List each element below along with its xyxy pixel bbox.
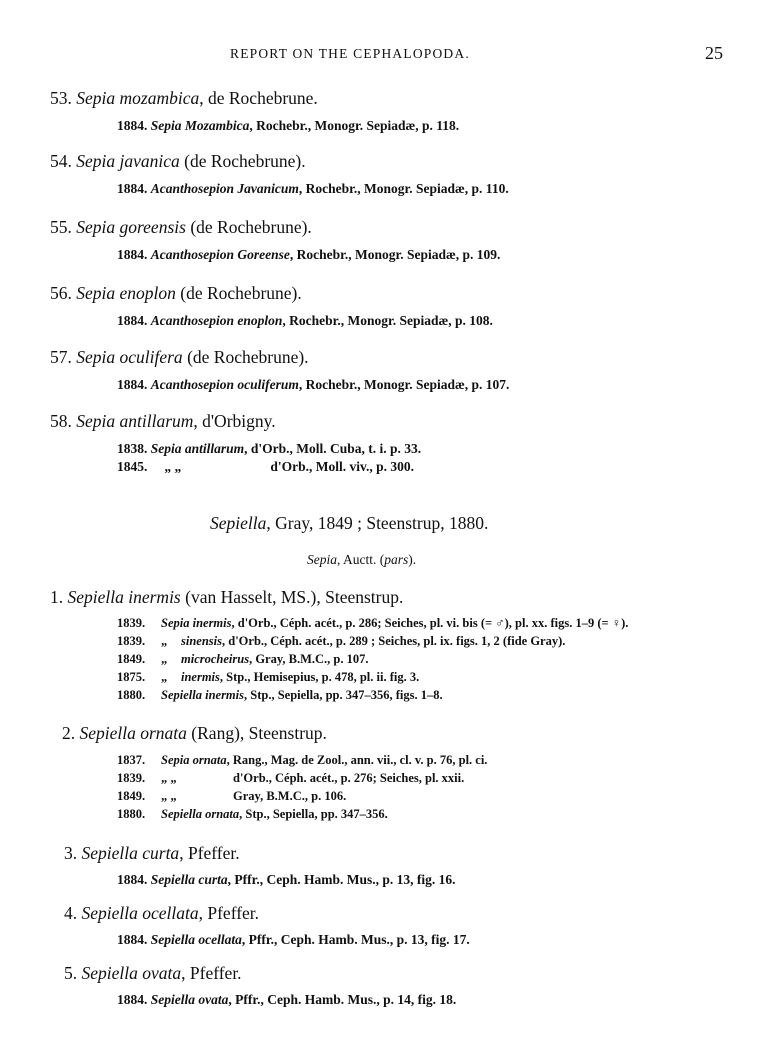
page-number: 25 [705,43,723,63]
species-heading: 53. Sepia mozambica, de Rochebrune. [50,88,318,108]
species-heading: 58. Sepia antillarum, d'Orbigny. [50,411,276,431]
citation-line: 1880. Sepiella ornata, Stp., Sepiella, pp. 347–356. [117,807,388,821]
citation-line: 1837. Sepia ornata, Rang., Mag. de Zool., ann. vii., cl. v. p. 76, pl. ci. [117,753,488,767]
citation-line: 1839. „ „ d'Orb., Céph. acét., p. 276; Seiches, pl. xxii. [117,771,465,785]
species-heading: 3. Sepiella curta, Pfeffer. [64,843,240,863]
species-heading: 2. Sepiella ornata (Rang), Steenstrup. [62,723,327,743]
species-heading: 57. Sepia oculifera (de Rochebrune). [50,347,309,367]
citation-line: 1884. Sepiella ocellata, Pffr., Ceph. Hamb. Mus., p. 13, fig. 17. [117,932,470,947]
citation-line: 1849. „ microcheirus, Gray, B.M.C., p. 107. [117,652,369,666]
citation-line: 1884. Acanthosepion Javanicum, Rochebr., Monogr. Sepiadæ, p. 110. [117,181,509,196]
species-heading: 5. Sepiella ovata, Pfeffer. [64,963,242,983]
citation-line: 1884. Acanthosepion Goreense, Rochebr., Monogr. Sepiadæ, p. 109. [117,247,501,262]
species-heading: 56. Sepia enoplon (de Rochebrune). [50,283,302,303]
citation-line: 1884. Sepia Mozambica, Rochebr., Monogr. Sepiadæ, p. 118. [117,118,460,133]
citation-line: 1884. Acanthosepion enoplon, Rochebr., Monogr. Sepiadæ, p. 108. [117,313,493,328]
species-heading: 55. Sepia goreensis (de Rochebrune). [50,217,312,237]
species-heading: 1. Sepiella inermis (van Hasselt, MS.), Steenstrup. [50,587,404,607]
citation-line: 1875. „ inermis, Stp., Hemisepius, p. 478, pl. ii. fig. 3. [117,670,420,684]
citation-line: 1884. Sepiella curta, Pffr., Ceph. Hamb. Mus., p. 13, fig. 16. [117,872,456,887]
running-title: REPORT ON THE CEPHALOPODA. [230,46,470,61]
citation-line: 1880. Sepiella inermis, Stp., Sepiella, pp. 347–356, figs. 1–8. [117,688,443,702]
species-heading: 4. Sepiella ocellata, Pfeffer. [64,903,260,923]
citation-line: 1838. Sepia antillarum, d'Orb., Moll. Cuba, t. i. p. 33. [117,441,422,456]
genus-heading: Sepiella, Gray, 1849 ; Steenstrup, 1880. [210,513,489,533]
species-heading: 54. Sepia javanica (de Rochebrune). [50,151,306,171]
citation-line: 1884. Acanthosepion oculiferum, Rochebr., Monogr. Sepiadæ, p. 107. [117,377,510,392]
citation-line: 1845. „ „ d'Orb., Moll. viv., p. 300. [117,459,415,474]
citation-line: 1839. „ sinensis, d'Orb., Céph. acét., p. 289 ; Seiches, pl. ix. figs. 1, 2 (fide Gray). [117,634,566,648]
citation-line: 1849. „ „ Gray, B.M.C., p. 106. [117,789,347,803]
citation-line: 1839. Sepia inermis, d'Orb., Céph. acét., p. 286; Seiches, pl. vi. bis (= ♂), pl. xx. figs. 1–9 (= ♀). [117,616,629,630]
page-header [0,43,776,68]
synonym-line: Sepia, Auctt. (pars). [307,552,417,567]
citation-line: 1884. Sepiella ovata, Pffr., Ceph. Hamb. Mus., p. 14, fig. 18. [117,992,457,1007]
